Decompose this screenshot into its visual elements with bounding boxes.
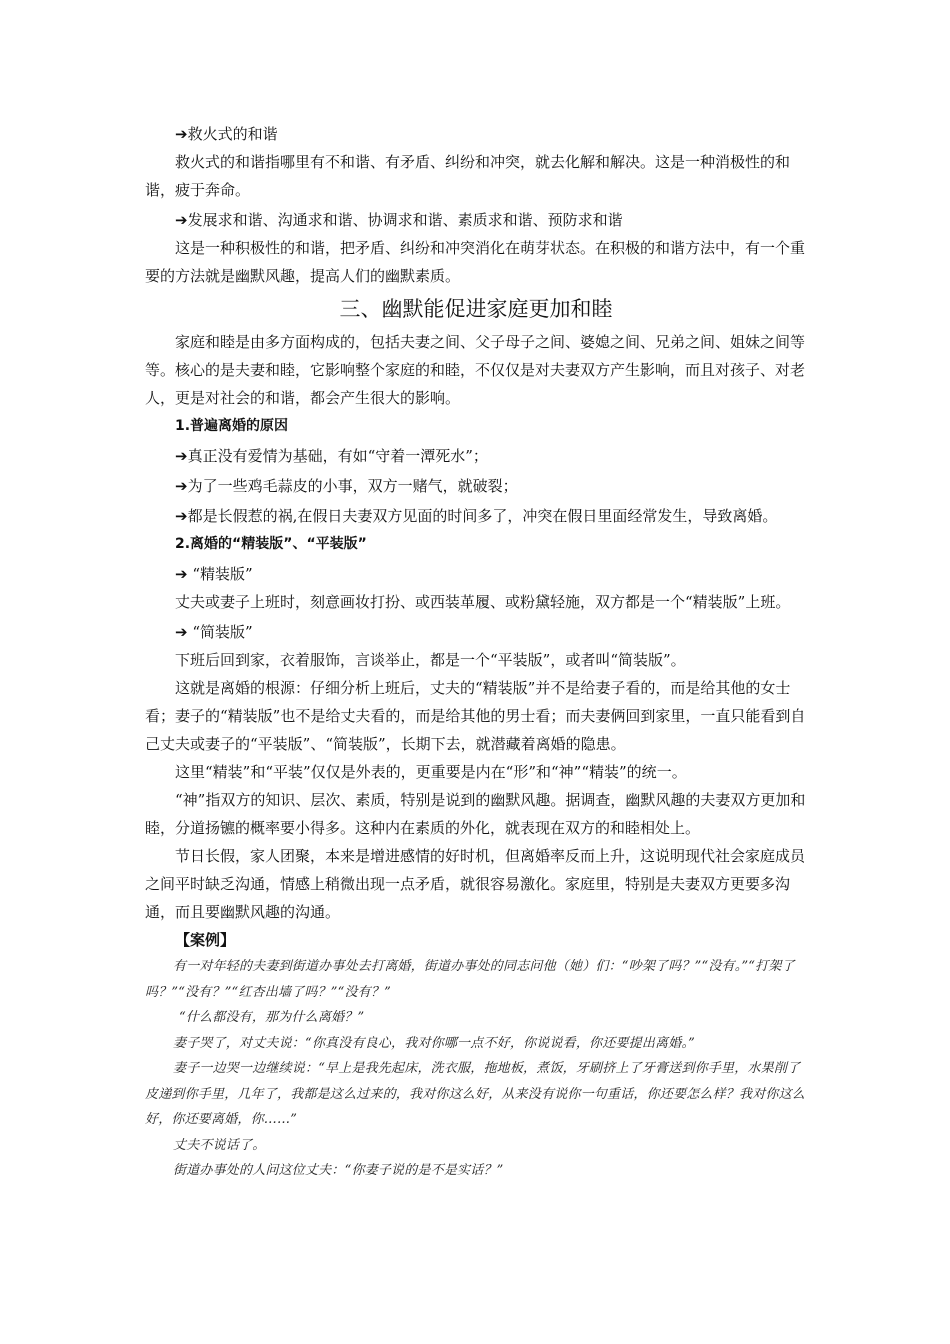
arrow-icon: ➔ — [175, 477, 188, 495]
paragraph-intro: 家庭和睦是由多方面构成的，包括夫妻之间、父子母子之间、婆媳之间、兄弟之间、姐妹之间等等。核心的是夫妻和睦，它影响整个家庭的和睦，不仅仅是对夫妻双方产生影响，而且对孩子、对老人，更是对社会的和谐，都会产生很大的影响。 — [145, 333, 806, 407]
case-line: “什么都没有，那为什么离婚？” — [179, 1010, 365, 1025]
case-line: 街道办事处的人问这位丈夫：“你妻子说的是不是实话？” — [173, 1163, 504, 1178]
section-title: 三、幽默能促进家庭更加和睦 — [339, 297, 613, 321]
arrow-icon: ➔ — [175, 211, 188, 229]
paragraph: 这是一种积极性的和谐，把矛盾、纠纷和冲突消化在萌芽状态。在积极的和谐方法中，有一个重要的方法就是幽默风趣，提高人们的幽默素质。 — [145, 239, 806, 285]
subheading-divorce-reasons: 1.普遍离婚的原因 — [175, 418, 289, 434]
bullet-heading-simple: ➔ “简装版” — [175, 623, 253, 641]
paragraph: “神”指双方的知识、层次、素质，特别是说到的幽默风趣。据调查，幽默风趣的夫妻双方更加和睦，分道扬镳的概率要小得多。这种内在素质的外化，就表现在双方的和睦相处上。 — [145, 791, 806, 837]
bullet-heading-proactive: ➔发展求和谐、沟通求和谐、协调求和谐、素质求和谐、预防求和谐 — [175, 211, 623, 229]
arrow-icon: ➔ — [175, 507, 188, 525]
case-line: 有一对年轻的夫妻到街道办事处去打离婚，街道办事处的同志问他（她）们：“吵架了吗？”“没有。”“打架了吗？”“没有？”“红杏出墙了吗？”“没有？” — [145, 959, 795, 1000]
bullet-heading-deluxe: ➔ “精装版” — [175, 565, 253, 583]
case-line: 丈夫不说话了。 — [173, 1137, 266, 1153]
paragraph: 节日长假，家人团聚，本来是增进感情的好时机，但离婚率反而上升，这说明现代社会家庭成员之间平时缺乏沟通，情感上稍微出现一点矛盾，就很容易激化。家庭里，特别是夫妻双方更要多沟通，而且要幽默风趣的沟通。 — [145, 847, 806, 921]
paragraph: 这里“精装”和“平装”仅仅是外表的，更重要是内在“形”和“神”“精装”的统一。 — [175, 763, 687, 781]
arrow-icon: ➔ — [175, 125, 188, 143]
case-line: 妻子哭了，对丈夫说：“你真没有良心，我对你哪一点不好，你说说看，你还要提出离婚。” — [173, 1035, 695, 1051]
paragraph: 丈夫或妻子上班时，刻意画妆打扮、或西装革履、或粉黛轻施，双方都是一个“精装版”上班。 — [175, 593, 791, 611]
paragraph: 这就是离婚的根源：仔细分析上班后，丈夫的“精装版”并不是给妻子看的，而是给其他的女士看；妻子的“精装版”也不是给丈夫看的，而是给其他的男士看；而夫妻俩回到家里，一直只能看到自己丈夫或妻子的“平装版”、“简装版”，长期下去，就潜藏着离婚的隐患。 — [145, 679, 806, 753]
bullet-heading-firefighting: ➔救火式的和谐 — [175, 125, 278, 143]
case-label: 【案例】 — [175, 931, 236, 949]
subheading-editions: 2.离婚的“精装版”、“平装版” — [175, 536, 367, 552]
arrow-icon: ➔ — [175, 623, 188, 641]
list-item: ➔为了一些鸡毛蒜皮的小事，双方一赌气，就破裂； — [175, 477, 518, 495]
document-page — [145, 118, 807, 1184]
arrow-icon: ➔ — [175, 565, 188, 583]
list-item: ➔都是长假惹的祸,在假日夫妻双方见面的时间多了，冲突在假日里面经常发生，导致离婚。 — [175, 507, 778, 525]
list-item: ➔真正没有爱情为基础，有如“守着一潭死水”； — [175, 447, 488, 465]
case-story — [145, 954, 807, 1184]
paragraph: 救火式的和谐指哪里有不和谐、有矛盾、纠纷和冲突，就去化解和解决。这是一种消极性的和谐，疲于奔命。 — [145, 153, 791, 199]
case-line: 妻子一边哭一边继续说：“早上是我先起床，洗衣服，拖地板，煮饭，牙刷挤上了牙膏送到你手里，水果削了皮递到你手里，几年了，我都是这么过来的，我对你这么好，从来没有说你一句重话，你还要怎么样？我对你这么好，你还要离婚，你……” — [145, 1061, 806, 1127]
paragraph: 下班后回到家，衣着服饰，言谈举止，都是一个“平装版”，或者叫“简装版”。 — [175, 651, 686, 669]
arrow-icon: ➔ — [175, 447, 188, 465]
